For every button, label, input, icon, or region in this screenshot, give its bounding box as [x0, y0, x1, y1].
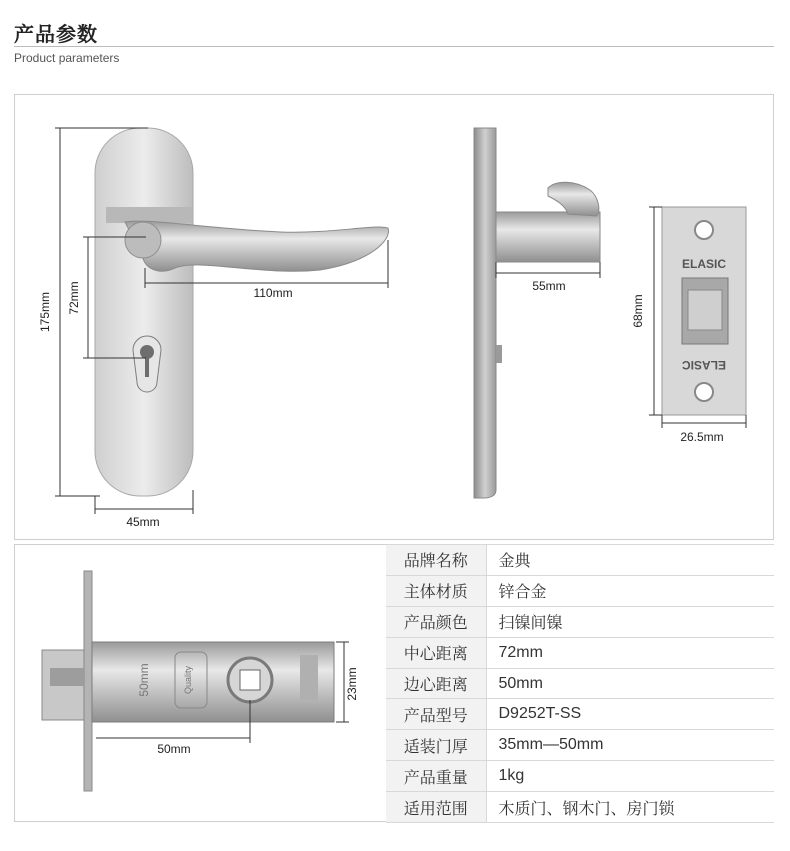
- strike-brand-bottom: ELASIC: [681, 358, 727, 372]
- dim-latch-backset: 50mm: [157, 742, 191, 756]
- latch-quality-stamp: Quality: [183, 665, 193, 695]
- table-row: [386, 606, 774, 637]
- dim-center-distance: 72mm: [67, 281, 81, 315]
- spec-value: 扫镍间镍: [486, 606, 774, 637]
- spec-table: [386, 544, 774, 823]
- table-row: [386, 761, 774, 792]
- spec-value: 50mm: [486, 668, 774, 699]
- handle-side-view: [474, 128, 600, 498]
- latch-mechanism: [42, 571, 334, 791]
- strike-brand-top: ELASIC: [681, 257, 727, 271]
- spec-key: 主体材质: [386, 575, 486, 606]
- section-subtitle: Product parameters: [14, 51, 120, 65]
- spec-value: 锌合金: [486, 575, 774, 606]
- spec-key: 产品重量: [386, 761, 486, 792]
- spec-key: 边心距离: [386, 668, 486, 699]
- spec-key: 产品型号: [386, 699, 486, 730]
- spec-value: 木质门、钢木门、房门锁: [486, 792, 774, 823]
- latch-size-stamp: 50mm: [137, 663, 151, 697]
- spec-key: 适用范围: [386, 792, 486, 823]
- handle-front-view: [95, 128, 388, 496]
- spec-value: 72mm: [486, 637, 774, 668]
- table-row: [386, 730, 774, 761]
- table-row: [386, 637, 774, 668]
- table-row: [386, 699, 774, 730]
- dim-handle-height: 175mm: [38, 291, 52, 333]
- table-row: [386, 792, 774, 823]
- dim-latch-height: 23mm: [345, 667, 359, 701]
- spec-key: 适装门厚: [386, 730, 486, 761]
- section-title: 产品参数: [14, 24, 98, 46]
- table-row: [386, 545, 774, 576]
- spec-value: 金典: [486, 545, 774, 576]
- spec-value: 35mm—50mm: [486, 730, 774, 761]
- dim-projection: 55mm: [532, 279, 566, 293]
- dim-lever-length: 110mm: [253, 286, 293, 300]
- dim-strike-height: 68mm: [631, 294, 645, 328]
- table-row: [386, 668, 774, 699]
- dim-plate-width: 45mm: [126, 515, 160, 529]
- spec-value: D9252T-SS: [486, 699, 774, 730]
- table-row: [386, 575, 774, 606]
- dim-strike-width: 26.5mm: [680, 430, 724, 444]
- spec-key: 中心距离: [386, 637, 486, 668]
- strike-plate: [662, 207, 746, 415]
- spec-key: 品牌名称: [386, 545, 486, 576]
- spec-key: 产品颜色: [386, 606, 486, 637]
- spec-value: 1kg: [486, 761, 774, 792]
